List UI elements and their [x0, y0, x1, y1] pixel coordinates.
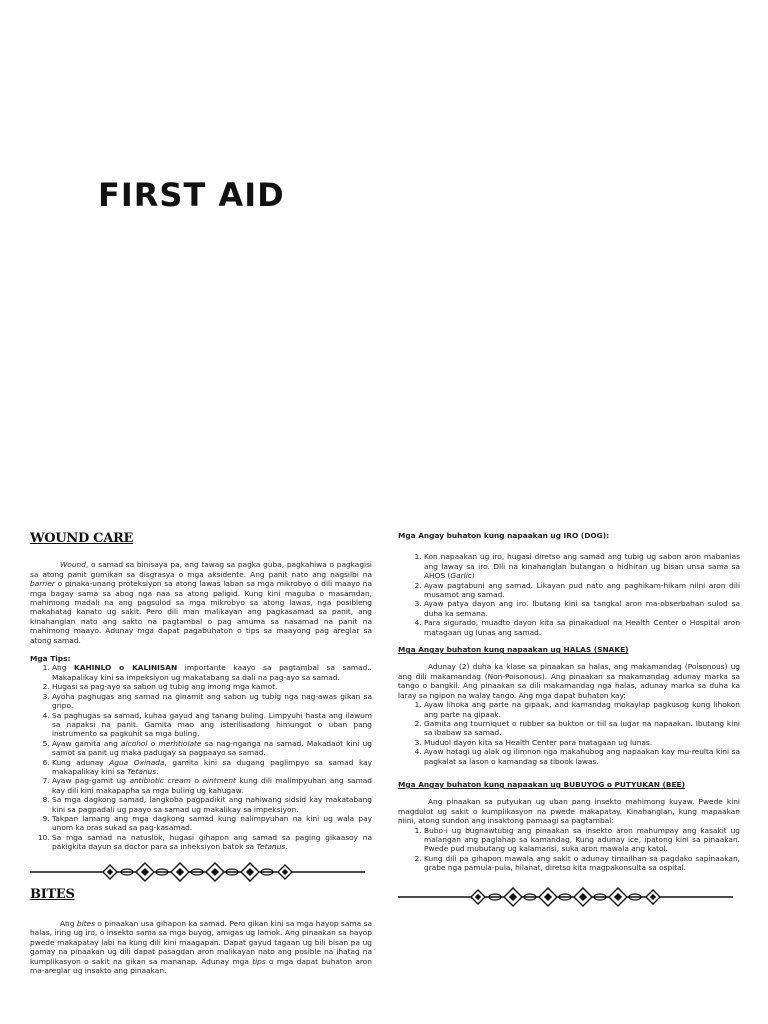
- tips-list: [30, 663, 372, 851]
- list-item: 9. Takpan lamang ang mga dagkong samad kung nalimpyuhan na kini ug wala pay unom ka oras sukad sa pag-kasamad.: [52, 814, 372, 833]
- list-item: 5. Ayaw gamita ang alcohol o merhtiolate sa nag-nganga na samad. Makadaot kini ug samot sa panit ug maka padugay sa pagpaayo sa samad.: [52, 739, 372, 758]
- ornament-divider: [398, 887, 733, 907]
- bites-paragraph: Ang bites o pinaakan usa gihapon ka samad. Pero gikan kini sa mga hayop sama sa halas, iring ug iro, o insekto sama sa mga buyog, amigas ug lamok. Ang pinaakan sa hayop pwede makapatay labi na kung dili kini maagapan. Dapat gayud tagaan ug bili bisan pa ug gamay na pinaakan ug dili dapat pasagdan aron malikayan nato ang posible na ihatag na kumplikasyon o sakit na gikan sa mananap. Adunay mga tips o mga dapat buhaton aron ma-areglar ug insakto ang pinaakan.: [30, 919, 372, 976]
- list-item: 4. Para sigurado, muadto dayon kita sa pinakaduol na Health Center o Hospital aron matagaan ug lunas ang samad.: [424, 618, 740, 637]
- bites-heading: BITES: [30, 886, 75, 902]
- bee-heading: Mga Angay buhaton kung napaakan ug BUBUYOG o PUTYUKAN (BEE): [398, 779, 685, 789]
- snake-heading: Mga Angay buhaton kung napaakan ug HALAS (SNAKE): [398, 645, 629, 655]
- snake-list: [398, 700, 740, 766]
- list-item: 3. Muduol dayon kita sa Health Center para matagaan ug lunas.: [424, 738, 740, 747]
- list-item: 1. Bubo-i ug bugnawtubig ang pinaakan sa insekto aron mahumpay ang kasakit ug malangan ang paglahap sa kamandag, Kung adunay ice, ipatong kini sa pinaakan. Pwede pud mubutang ug kalamansi, suka aron mawala ang katol.: [424, 826, 740, 854]
- list-item: 6. Kung adunay Agua Oxinada, gamita kini sa dugang paglimpyo sa samad kay makapalikay kini sa Tetanus.: [52, 758, 372, 777]
- list-item: 8. Sa mga dagkong samad, langkoba pagpadikit ang nahiwang sidsid kay makatabang kini sa pagpadali ug paayo sa samad ug makalikay sa impeksiyon.: [52, 795, 372, 814]
- list-item: 2. Hugasi sa pag-ayo sa sabon ug tubig ang imong mga kamot.: [52, 682, 372, 691]
- list-item: 1. Kon napaakan ug iro, hugasi diretso ang samad ang tubig ug sabon aron mabanlas ang laway sa iro. DIli na kinahanglan butangan o hidhiran ug bisan unsa sama sa AHOS (Garlic): [424, 552, 740, 580]
- tips-heading: Mga Tips:: [30, 654, 71, 664]
- list-item: 1. Ayaw lihoka ang parte na gipaak, and kamandag mokaylap pagkusog kung lihokon ang parte na gipaak.: [424, 700, 740, 719]
- list-item: 4. Ayaw hatagi ug alak og ilimnon nga makahubog ang napaakan kay mu-reulta kini sa pagkalat sa lason o kamandag sa tibook lawas.: [424, 747, 740, 766]
- bee-paragraph: Ang pinaakan sa putyukan ug uban pang insekto mahimong kuyaw. Pwede kini magdulot ug sakit o kumplikasyon na pwede makapatay. Kinahanglan, kung mapaakan niini, atong sundon ang insaktong pamaagi sa pagtambal:: [398, 797, 740, 826]
- list-item: 4. Sa paghugas sa samad, kuhaa gayud ang tanang buling. Limpyuhi hasta ang ilawum sa napaksi na panit. Gamita mao ang isterilisadong himungot o uban pang instrumento sa pagkuhit sa mga buling.: [52, 711, 372, 739]
- bee-list: [398, 826, 740, 873]
- list-item: 3. Ayoha paghugas ang samad na ginamit ang sabon ug tubig nga nag-awas gikan sa gripo.: [52, 692, 372, 711]
- left-column: [30, 531, 373, 976]
- list-item: 3. Ayaw patya dayon ang iro. Ibutang kini sa tangkal aron ma-obserbahan sulod sa duha ka semana.: [424, 599, 740, 618]
- dog-heading: Mga Angay buhaton kung napaakan ug IRO (DOG):: [398, 531, 610, 540]
- list-item: 7. Ayaw pag-gamit ug antibiotic cream o ointment kung dili malimpyuhan ang samad kay dili kini makapapha sa mga buling ug kahugaw.: [52, 776, 372, 795]
- list-item: 2. Ayaw pagtabuni ang samad. Likayan pud nato ang paghikam-hikam niini aron dili musamot ang samad.: [424, 581, 740, 600]
- list-item: 10. Sa mga samad na natuslok, hugasi gihapon ang samad sa paging gikaasoy na pakigkita dayun sa doctor para sa inheksiyon batok sa Tetanus.: [52, 833, 372, 852]
- wound-care-heading: WOUND CARE: [30, 531, 134, 546]
- ornament-divider: [30, 862, 365, 882]
- list-item: 1. Ang KAHINLO o KALINISAN importante kaayo sa pagtambal sa samad.. Makapalikay kini sa impeksiyon ug makatabang sa dali na pag-ayo sa samad.: [52, 663, 372, 682]
- page-title: FIRST AID: [98, 176, 285, 214]
- right-column: [398, 531, 740, 907]
- list-item: 2. Gamita ang tourniquet o rubber sa bukton or tiil sa lugar na napaakan. Ibutang kini sa ibabaw sa samad.: [424, 719, 740, 738]
- wound-care-paragraph: Wound, o samad sa binisaya pa, ang tawag sa pagka guba, pagkahiwa o pagkagisi sa atong panit gumikan sa disgrasya o mga aksidente. Ang panit nato ang nagsilbi na barrier o pinaka-unang proteksiyon sa atong lawas laban sa mga mikrobyo o dili maayo na mga bagay sama sa abog nga naa sa atong paligid. Kung kini maguba o masamdan, mahimong madali na ang pagsulod sa mga mikrobyo sa atong lawas, nga posibleng makahatag kanato ug sakit. Pero dili man malikayan ang pagkasamad sa panit, ang kinahanglan nato ang sakto na pagtambal o pag amuma sa nasamad na panit na mahimong maayo. Adunay mga dapat pagabuhaton o tips sa maayong pag areglar sa atong samad.: [30, 560, 372, 645]
- dog-list: [398, 552, 740, 637]
- list-item: 2. Kung dili pa gihapon mawala ang sakit o adunay timailhan sa pagdako sapinaakan, grabe nga pamula-pula, hilanat, diretso kita magpakonsulta sa ospital.: [424, 854, 740, 873]
- snake-paragraph: Adunay (2) duha ka klase sa pinaakan sa halas, ang makamandag (Poisonous) ug ang dili makamandag (Non-Poisonous). Ang pinaakan sa makamandag adunay marka sa tango o bangkil. Ang pinaakan sa dili makamandag nga halas, adunay marka sa duha ka laray sa ngipon na walay tango. Ang mga dapat buhaton kay:: [398, 662, 740, 700]
